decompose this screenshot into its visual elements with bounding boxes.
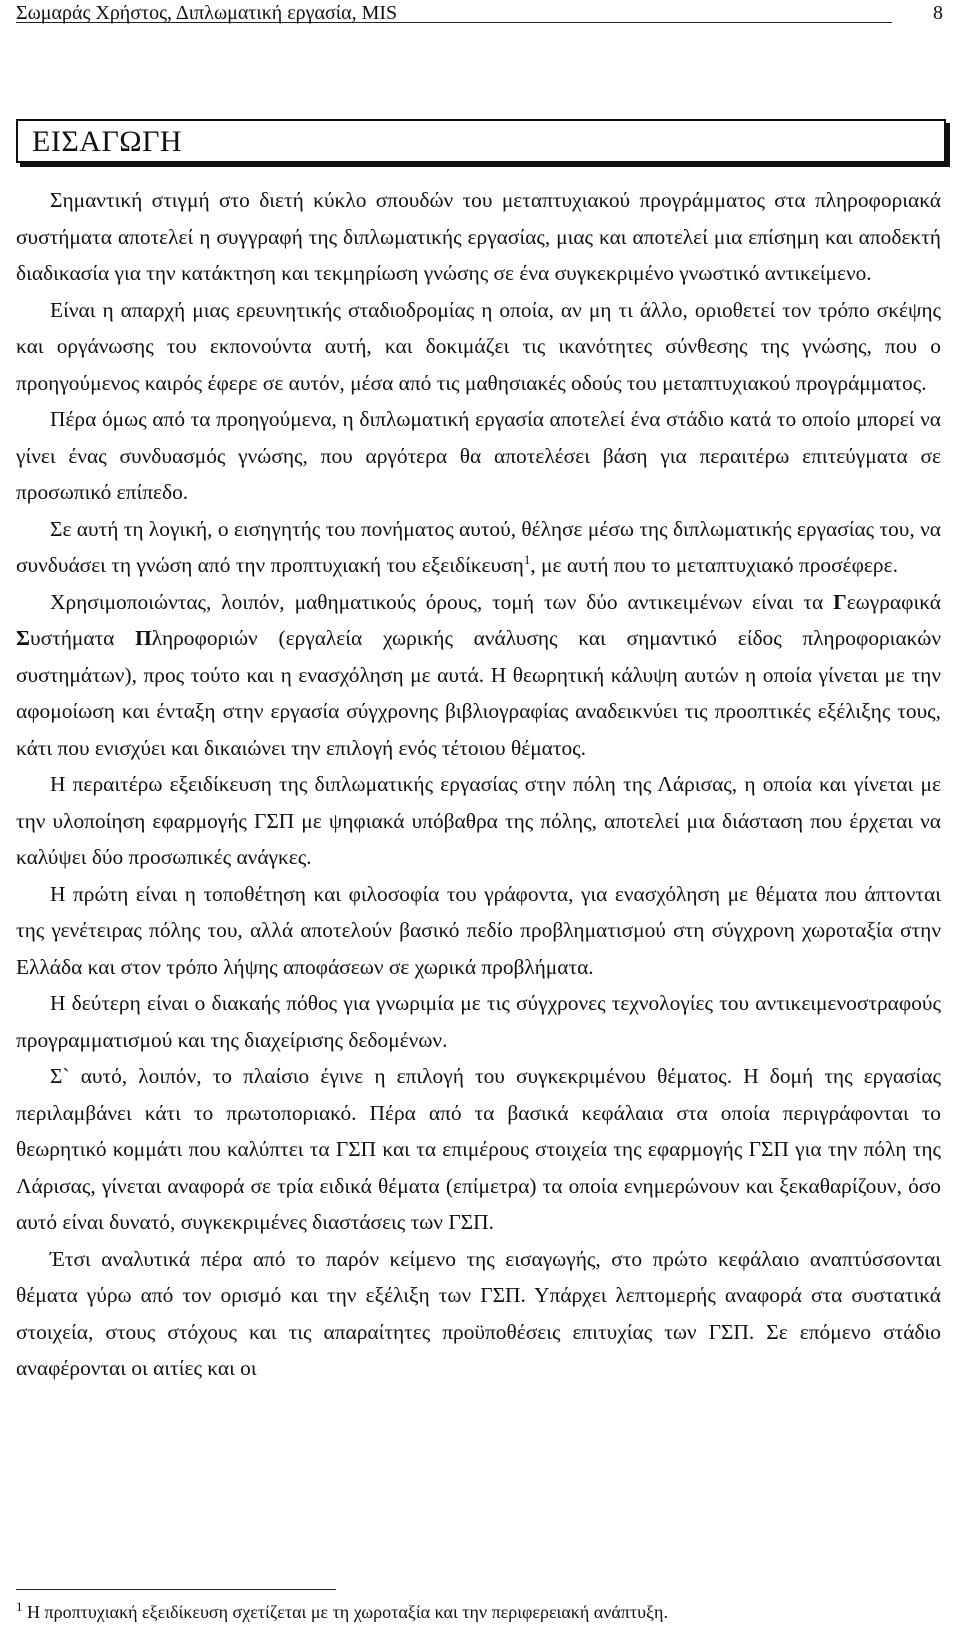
footnote-reference: 1	[523, 551, 531, 567]
acronym-letter-p: Π	[135, 626, 152, 650]
paragraph-6: Η περαιτέρω εξειδίκευση της διπλωματικής εργασίας στην πόλη της Λάρισας, η οποία και γίνεται με την υλοποίηση εφαρμογής ΓΣΠ με ψηφιακά υπόβαθρα της πόλης, αποτελεί μια διάσταση που έρχεται να καλύψει δύο προσωπικές ανάγκες.	[16, 772, 941, 869]
paragraph-2: Είναι η απαρχή μιας ερευνητικής σταδιοδρομίας η οποία, αν μη τι άλλο, οριοθετεί τον τρόπο σκέψης και οργάνωσης του εκπονούντα αυτή, και δοκιμάζει τις ικανότητες σύνθεσης της γνώσης, που ο προηγούμενος καιρός έφερε σε αυτόν, μέσα από τις μαθησιακές οδούς του μεταπτυχιακού προγράμματος.	[16, 297, 941, 395]
paragraph-4-text-a: Σε αυτή τη λογική, ο εισηγητής του πονήματος αυτού, θέλησε μέσω της διπλωματικής εργασίας του, να συνδυάσει τη γνώση από την προπτυχιακή του εξειδίκευση	[16, 516, 941, 577]
footnote	[16, 1599, 668, 1623]
page-header	[16, 0, 943, 26]
paragraph-7: Η πρώτη είναι η τοποθέτηση και φιλοσοφία του γράφοντα, για ενασχόληση με θέματα που άπτονται της γενέτειρας πόλης του, αλλά αποτελούν βασικό πεδίο προβληματισμού στη σύγχρονη χωροταξία στην Ελλάδα και στον τρόπο λήψης αποφάσεων σε χωρικά προβλήματα.	[16, 881, 941, 979]
word-geografika: εωγραφικά	[846, 589, 941, 614]
word-pliroforion: ληροφοριών	[151, 626, 258, 650]
paragraph-4	[16, 511, 941, 584]
header-rule	[16, 22, 892, 23]
paragraph-8: Η δεύτερη είναι ο διακαής πόθος για γνωριμία με τις σύγχρονες τεχνολογίες του αντικειμενοστραφούς προγραμματισμού και της διαχείρισης δεδομένων.	[16, 991, 941, 1052]
chapter-title: ΕΙΣΑΓΩΓΗ	[32, 125, 183, 158]
paragraph-1: Σημαντική στιγμή στο διετή κύκλο σπουδών του μεταπτυχιακού προγράμματος στα πληροφοριακά συστήματα αποτελεί η συγγραφή της διπλωματικής εργασίας, μιας και αποτελεί μια επίσημη και αποδεκτή διαδικασία για την κατάκτηση και τεκμηρίωση γνώσης σε ένα συγκεκριμένο γνωστικό αντικείμενο.	[16, 188, 941, 285]
page-number: 8	[933, 2, 943, 24]
paragraph-5	[16, 584, 941, 767]
footnote-text: Η προπτυχιακή εξειδίκευση σχετίζεται με τη χωροταξία και την περιφερειακή ανάπτυξη.	[22, 1602, 668, 1622]
body-text	[16, 182, 941, 1387]
paragraph-4-text-b: , με αυτή που το μεταπτυχιακό προσέφερε.	[530, 553, 898, 577]
acronym-letter-g: Γ	[833, 589, 847, 614]
paragraph-9: Σ` αυτό, λοιπόν, το πλαίσιο έγινε η επιλογή του συγκεκριμένου θέματος. Η δομή της εργασίας περιλαμβάνει κάτι το πρωτοποριακό. Πέρα από τα βασικά κεφάλαια στα οποία περιγράφονται το θεωρητικό κομμάτι που καλύπτει τα ΓΣΠ και τα επιμέρους στοιχεία της εφαρμογής ΓΣΠ για την πόλη της Λάρισας, γίνεται αναφορά σε τρία ειδικά θέματα (επίμετρα) τα οποία ενημερώνουν και ξεκαθαρίζουν, όσο αυτό είναι δυνατό, συγκεκριμένες διαστάσεις των ΓΣΠ.	[16, 1064, 941, 1234]
paragraph-3: Πέρα όμως από τα προηγούμενα, η διπλωματική εργασία αποτελεί ένα στάδιο κατά το οποίο μπορεί να γίνει ένας συνδυασμός γνώσης, που αργότερα θα αποτελέσει βάση για περαιτέρω επιτεύγματα σε προσωπικό επίπεδο.	[16, 407, 941, 504]
footnote-rule	[16, 1589, 336, 1590]
chapter-heading-box	[16, 119, 946, 163]
acronym-letter-s: Σ	[16, 626, 30, 650]
paragraph-5-text-b: (εργαλεία χωρικής ανάλυσης και σημαντικό είδος πληροφοριακών συστημάτων), προς τούτο και η ενασχόληση με αυτά. Η θεωρητική κάλυψη αυτών η οποία γίνεται με την αφομοίωση και ένταξη στην εργασία σύγχρονης βιβλιογραφίας αναδεικνύει τις προοπτικές εξέλιξης τους, κάτι που ενισχύει και δικαιώνει την επιλογή ενός τέτοιου θέματος.	[16, 626, 941, 760]
paragraph-5-text-a: Χρησιμοποιώντας, λοιπόν, μαθηματικούς όρους, τομή των δύο αντικειμένων είναι τα	[50, 589, 834, 614]
word-systimata: υστήματα	[30, 626, 136, 650]
header-title: Σωμαράς Χρήστος, Διπλωματική εργασία, MIS	[16, 2, 398, 24]
paragraph-10: Έτσι αναλυτικά πέρα από το παρόν κείμενο της εισαγωγής, στο πρώτο κεφάλαιο αναπτύσσονται θέματα γύρω από τον ορισμό και την εξέλιξη των ΓΣΠ. Υπάρχει λεπτομερής αναφορά στα συστατικά στοιχεία, στους στόχους και τις απαραίτητες προϋποθέσεις επιτυχίας των ΓΣΠ. Σε επόμενο στάδιο αναφέρονται οι αιτίες και οι	[16, 1246, 941, 1380]
footnote-mark: 1	[16, 1599, 23, 1614]
